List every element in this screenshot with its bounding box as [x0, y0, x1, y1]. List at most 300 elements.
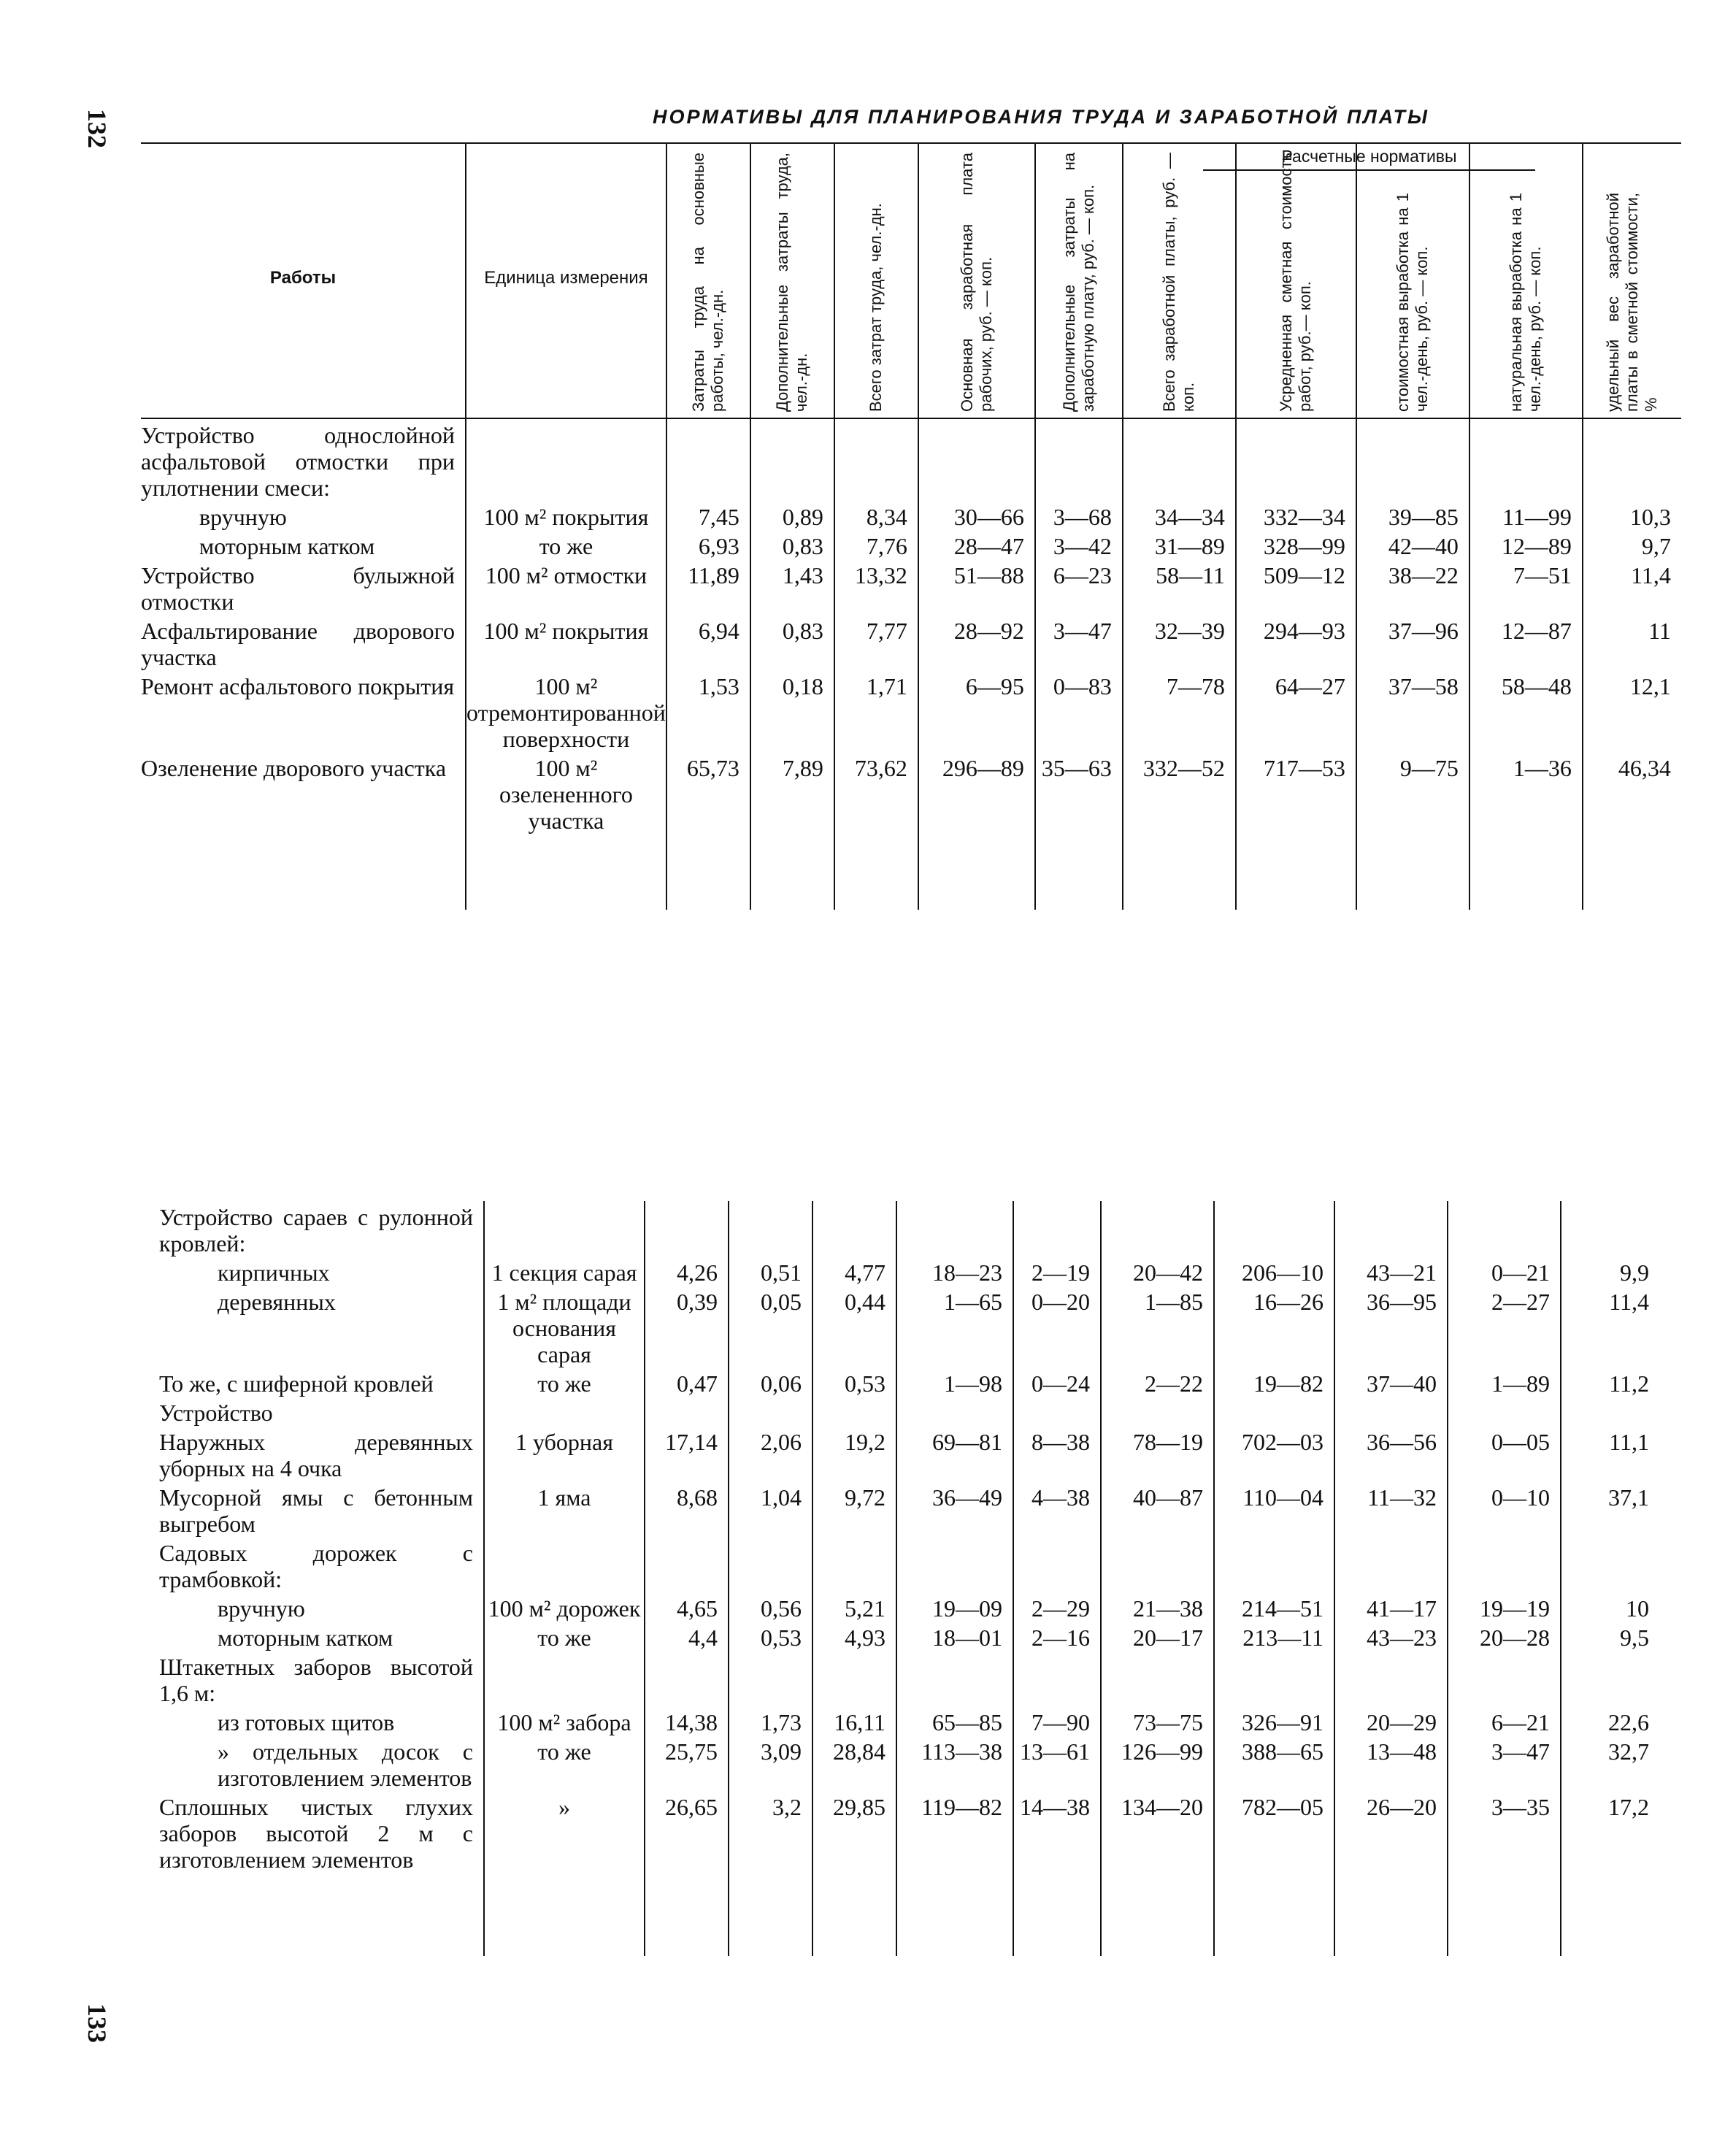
- value-cell-c1: 26,65: [645, 1791, 729, 1873]
- value-cell-c1: [645, 1537, 729, 1592]
- unit-cell: 100 м² отремонтированной поверхности: [466, 670, 666, 752]
- value-cell-c5: 7—90: [1013, 1706, 1101, 1735]
- unit-cell: [466, 418, 666, 501]
- value-cell-c5: 3—47: [1035, 615, 1123, 670]
- value-cell-c9: [1448, 1397, 1561, 1426]
- value-cell-c2: 7,89: [750, 752, 834, 834]
- work-cell: Озеленение дворового участка: [141, 755, 447, 781]
- value-cell-c3: 19,2: [812, 1426, 896, 1481]
- value-cell-c6: 21—38: [1101, 1592, 1214, 1622]
- value-cell-c2: [729, 1201, 812, 1257]
- value-cell-c9: 20—28: [1448, 1622, 1561, 1651]
- value-cell-c10: 11: [1583, 615, 1681, 670]
- value-cell-c7: 388—65: [1214, 1735, 1334, 1791]
- value-cell-c1: 0,47: [645, 1367, 729, 1397]
- value-cell-c3: [834, 418, 918, 501]
- table-row: [159, 1286, 1659, 1367]
- filler-cell: [812, 1873, 896, 1956]
- filler-cell: [1013, 1873, 1101, 1956]
- table-row: [159, 1791, 1659, 1873]
- value-cell-c5: [1013, 1537, 1101, 1592]
- filler-cell: [1101, 1873, 1214, 1956]
- value-cell-c3: 0,44: [812, 1286, 896, 1367]
- value-cell-c9: 3—47: [1448, 1735, 1561, 1791]
- value-cell-c1: 4,4: [645, 1622, 729, 1651]
- value-cell-c4: 69—81: [896, 1426, 1013, 1481]
- value-cell-c3: 28,84: [812, 1735, 896, 1791]
- header-c6: Всего заработной платы, руб. — коп.: [1123, 143, 1236, 418]
- value-cell-c9: 0—10: [1448, 1481, 1561, 1537]
- value-cell-c4: 6—95: [918, 670, 1035, 752]
- value-cell-c7: 19—82: [1214, 1367, 1334, 1397]
- value-cell-c9: [1448, 1651, 1561, 1706]
- value-cell-c9: [1448, 1537, 1561, 1592]
- filler-cell: [1035, 834, 1123, 910]
- value-cell-c3: 9,72: [812, 1481, 896, 1537]
- work-cell: моторным катком: [199, 533, 375, 559]
- work-cell: То же, с шиферной кровлей: [159, 1370, 434, 1397]
- page-number-bottom: 133: [82, 2003, 112, 2043]
- work-cell: из готовых щитов: [218, 1709, 395, 1735]
- value-cell-c4: 1—65: [896, 1286, 1013, 1367]
- value-cell-c6: 73—75: [1101, 1706, 1214, 1735]
- value-cell-c6: [1101, 1397, 1214, 1426]
- value-cell-c7: 16—26: [1214, 1286, 1334, 1367]
- filler-cell: [1469, 834, 1583, 910]
- value-cell-c5: 13—61: [1013, 1735, 1101, 1791]
- value-cell-c6: 1—85: [1101, 1286, 1214, 1367]
- value-cell-c9: 12—89: [1469, 530, 1583, 559]
- value-cell-c4: 28—92: [918, 615, 1035, 670]
- header-works: Работы: [141, 143, 466, 418]
- value-cell-c1: 4,65: [645, 1592, 729, 1622]
- value-cell-c1: [645, 1651, 729, 1706]
- value-cell-c2: 3,2: [729, 1791, 812, 1873]
- value-cell-c4: 296—89: [918, 752, 1035, 834]
- value-cell-c2: [750, 418, 834, 501]
- value-cell-c10: [1561, 1397, 1659, 1426]
- value-cell-c2: 0,51: [729, 1257, 812, 1286]
- value-cell-c8: 11—32: [1334, 1481, 1448, 1537]
- running-head: НОРМАТИВЫ ДЛЯ ПЛАНИРОВАНИЯ ТРУДА И ЗАРАБОТНОЙ ПЛАТЫ: [652, 106, 1430, 128]
- value-cell-c2: 1,73: [729, 1706, 812, 1735]
- value-cell-c1: 6,94: [666, 615, 750, 670]
- unit-cell: [484, 1537, 645, 1592]
- value-cell-c7: 213—11: [1214, 1622, 1334, 1651]
- value-cell-c6: 31—89: [1123, 530, 1236, 559]
- unit-cell: [484, 1651, 645, 1706]
- table-row: [141, 615, 1681, 670]
- value-cell-c2: 0,18: [750, 670, 834, 752]
- filler-cell: [729, 1873, 812, 1956]
- unit-cell: »: [484, 1791, 645, 1873]
- value-cell-c5: 3—42: [1035, 530, 1123, 559]
- value-cell-c1: 6,93: [666, 530, 750, 559]
- value-cell-c10: 11,2: [1561, 1367, 1659, 1397]
- value-cell-c1: 1,53: [666, 670, 750, 752]
- filler-cell: [1356, 834, 1469, 910]
- value-cell-c2: [729, 1397, 812, 1426]
- filler-cell: [1236, 834, 1356, 910]
- value-cell-c7: 717—53: [1236, 752, 1356, 834]
- header-c9: натуральная выработка на 1 чел.-день, руб. — коп.: [1469, 143, 1583, 418]
- value-cell-c10: [1561, 1201, 1659, 1257]
- value-cell-c9: [1469, 418, 1583, 501]
- value-cell-c2: 2,06: [729, 1426, 812, 1481]
- value-cell-c5: 6—23: [1035, 559, 1123, 615]
- value-cell-c6: 78—19: [1101, 1426, 1214, 1481]
- value-cell-c2: 0,83: [750, 530, 834, 559]
- table-row: [159, 1397, 1659, 1426]
- value-cell-c4: 28—47: [918, 530, 1035, 559]
- table-filler-row: [141, 834, 1681, 910]
- unit-cell: 100 м² забора: [484, 1706, 645, 1735]
- value-cell-c2: 0,05: [729, 1286, 812, 1367]
- value-cell-c4: 36—49: [896, 1481, 1013, 1537]
- work-cell: » отдельных досок с изготовлением элементов: [218, 1738, 473, 1791]
- filler-cell: [1561, 1873, 1659, 1956]
- value-cell-c5: 0—20: [1013, 1286, 1101, 1367]
- work-cell: моторным катком: [218, 1624, 393, 1651]
- work-cell: Устройство сараев с рулонной кровлей:: [159, 1204, 473, 1257]
- value-cell-c8: 43—23: [1334, 1622, 1448, 1651]
- value-cell-c7: [1236, 418, 1356, 501]
- value-cell-c3: 5,21: [812, 1592, 896, 1622]
- value-cell-c10: 9,7: [1583, 530, 1681, 559]
- value-cell-c4: 113—38: [896, 1735, 1013, 1791]
- value-cell-c3: 0,53: [812, 1367, 896, 1397]
- value-cell-c5: 0—24: [1013, 1367, 1101, 1397]
- table-filler-row: [159, 1873, 1659, 1956]
- value-cell-c8: 36—56: [1334, 1426, 1448, 1481]
- table-row: [141, 501, 1681, 530]
- value-cell-c1: 4,26: [645, 1257, 729, 1286]
- value-cell-c3: 1,71: [834, 670, 918, 752]
- value-cell-c1: 65,73: [666, 752, 750, 834]
- value-cell-c5: 2—16: [1013, 1622, 1101, 1651]
- value-cell-c7: [1214, 1651, 1334, 1706]
- filler-cell: [1448, 1873, 1561, 1956]
- value-cell-c8: 26—20: [1334, 1791, 1448, 1873]
- value-cell-c8: 9—75: [1356, 752, 1469, 834]
- page-number-top: 132: [82, 109, 112, 148]
- unit-cell: [484, 1397, 645, 1426]
- value-cell-c8: [1334, 1201, 1448, 1257]
- value-cell-c9: 0—05: [1448, 1426, 1561, 1481]
- value-cell-c4: 1—98: [896, 1367, 1013, 1397]
- value-cell-c7: 702—03: [1214, 1426, 1334, 1481]
- work-cell: Устройство однослойной асфальтовой отмостки при уплотнении смеси:: [141, 422, 455, 501]
- value-cell-c5: 2—19: [1013, 1257, 1101, 1286]
- table-row: [159, 1706, 1659, 1735]
- value-cell-c2: [729, 1651, 812, 1706]
- value-cell-c7: [1214, 1201, 1334, 1257]
- header-c7: Усредненная сметная стоимость работ, руб.— коп.: [1236, 143, 1356, 418]
- table-row: [141, 530, 1681, 559]
- filler-cell: [1214, 1873, 1334, 1956]
- filler-cell: [834, 834, 918, 910]
- table-row: [159, 1201, 1659, 1257]
- work-cell: вручную: [218, 1595, 305, 1622]
- value-cell-c4: 119—82: [896, 1791, 1013, 1873]
- value-cell-c7: [1214, 1397, 1334, 1426]
- work-cell: Асфальтирование дворового участка: [141, 618, 455, 670]
- value-cell-c5: 8—38: [1013, 1426, 1101, 1481]
- value-cell-c7: 782—05: [1214, 1791, 1334, 1873]
- filler-cell: [1334, 1873, 1448, 1956]
- value-cell-c6: 20—42: [1101, 1257, 1214, 1286]
- value-cell-c9: 19—19: [1448, 1592, 1561, 1622]
- unit-cell: 1 секция сарая: [484, 1257, 645, 1286]
- value-cell-c7: 332—34: [1236, 501, 1356, 530]
- value-cell-c10: [1561, 1651, 1659, 1706]
- value-cell-c5: [1013, 1651, 1101, 1706]
- value-cell-c8: 37—96: [1356, 615, 1469, 670]
- value-cell-c2: 3,09: [729, 1735, 812, 1791]
- value-cell-c3: 8,34: [834, 501, 918, 530]
- table-row: [141, 418, 1681, 501]
- value-cell-c1: [645, 1397, 729, 1426]
- work-cell: Устройство булыжной отмостки: [141, 562, 455, 615]
- unit-cell: 100 м² отмостки: [466, 559, 666, 615]
- value-cell-c6: 20—17: [1101, 1622, 1214, 1651]
- value-cell-c6: 134—20: [1101, 1791, 1214, 1873]
- value-cell-c6: 58—11: [1123, 559, 1236, 615]
- value-cell-c10: 11,4: [1561, 1286, 1659, 1367]
- value-cell-c5: [1013, 1201, 1101, 1257]
- filler-cell: [141, 834, 466, 910]
- value-cell-c1: [645, 1201, 729, 1257]
- value-cell-c9: 12—87: [1469, 615, 1583, 670]
- value-cell-c4: 65—85: [896, 1706, 1013, 1735]
- table-row: [159, 1537, 1659, 1592]
- table-row: [159, 1651, 1659, 1706]
- value-cell-c7: 110—04: [1214, 1481, 1334, 1537]
- value-cell-c8: [1334, 1651, 1448, 1706]
- value-cell-c2: [729, 1537, 812, 1592]
- filler-cell: [645, 1873, 729, 1956]
- value-cell-c7: 328—99: [1236, 530, 1356, 559]
- filler-cell: [1583, 834, 1681, 910]
- value-cell-c3: [812, 1537, 896, 1592]
- value-cell-c2: 1,04: [729, 1481, 812, 1537]
- value-cell-c9: 0—21: [1448, 1257, 1561, 1286]
- value-cell-c3: [812, 1201, 896, 1257]
- value-cell-c4: [896, 1537, 1013, 1592]
- work-cell: Ремонт асфальтового покрытия: [141, 673, 455, 699]
- value-cell-c3: 7,77: [834, 615, 918, 670]
- work-cell: Садовых дорожек с трамбовкой:: [159, 1540, 473, 1592]
- table-row: [159, 1735, 1659, 1791]
- table-row: [159, 1481, 1659, 1537]
- value-cell-c9: 6—21: [1448, 1706, 1561, 1735]
- table-row: [159, 1367, 1659, 1397]
- value-cell-c3: [812, 1651, 896, 1706]
- filler-cell: [896, 1873, 1013, 1956]
- value-cell-c6: [1123, 418, 1236, 501]
- value-cell-c8: 38—22: [1356, 559, 1469, 615]
- value-cell-c10: 9,5: [1561, 1622, 1659, 1651]
- value-cell-c9: 1—89: [1448, 1367, 1561, 1397]
- norms-table-lower: [159, 1201, 1659, 1956]
- value-cell-c9: [1448, 1201, 1561, 1257]
- table-row: [141, 670, 1681, 752]
- value-cell-c6: 32—39: [1123, 615, 1236, 670]
- value-cell-c5: 0—83: [1035, 670, 1123, 752]
- filler-cell: [918, 834, 1035, 910]
- table-row: [159, 1426, 1659, 1481]
- filler-cell: [750, 834, 834, 910]
- value-cell-c3: 73,62: [834, 752, 918, 834]
- value-cell-c9: 1—36: [1469, 752, 1583, 834]
- value-cell-c1: [666, 418, 750, 501]
- value-cell-c3: 13,32: [834, 559, 918, 615]
- work-cell: кирпичных: [218, 1259, 330, 1286]
- header-c4: Основная заработная плата рабочих, руб. — коп.: [918, 143, 1035, 418]
- table-row: [159, 1622, 1659, 1651]
- header-c2: Дополнительные затраты труда, чел.-дн.: [750, 143, 834, 418]
- value-cell-c6: 332—52: [1123, 752, 1236, 834]
- value-cell-c8: 13—48: [1334, 1735, 1448, 1791]
- value-cell-c3: 4,93: [812, 1622, 896, 1651]
- filler-cell: [1123, 834, 1236, 910]
- value-cell-c2: 0,06: [729, 1367, 812, 1397]
- value-cell-c1: 11,89: [666, 559, 750, 615]
- value-cell-c3: 4,77: [812, 1257, 896, 1286]
- value-cell-c2: 0,83: [750, 615, 834, 670]
- unit-cell: 1 м² площади основания сарая: [484, 1286, 645, 1367]
- unit-cell: [484, 1201, 645, 1257]
- unit-cell: 1 уборная: [484, 1426, 645, 1481]
- value-cell-c2: 0,53: [729, 1622, 812, 1651]
- value-cell-c10: 37,1: [1561, 1481, 1659, 1537]
- value-cell-c1: 8,68: [645, 1481, 729, 1537]
- value-cell-c10: 9,9: [1561, 1257, 1659, 1286]
- value-cell-c4: [896, 1397, 1013, 1426]
- value-cell-c9: 58—48: [1469, 670, 1583, 752]
- unit-cell: 100 м² покрытия: [466, 615, 666, 670]
- value-cell-c3: [812, 1397, 896, 1426]
- value-cell-c10: 12,1: [1583, 670, 1681, 752]
- value-cell-c4: 19—09: [896, 1592, 1013, 1622]
- filler-cell: [159, 1873, 484, 1956]
- norms-table-upper: [141, 142, 1681, 910]
- value-cell-c2: 0,89: [750, 501, 834, 530]
- value-cell-c8: 39—85: [1356, 501, 1469, 530]
- value-cell-c7: 294—93: [1236, 615, 1356, 670]
- value-cell-c8: 36—95: [1334, 1286, 1448, 1367]
- value-cell-c10: 17,2: [1561, 1791, 1659, 1873]
- value-cell-c5: 3—68: [1035, 501, 1123, 530]
- value-cell-c8: 41—17: [1334, 1592, 1448, 1622]
- unit-cell: то же: [484, 1367, 645, 1397]
- table-row: [141, 559, 1681, 615]
- value-cell-c3: 7,76: [834, 530, 918, 559]
- value-cell-c7: 509—12: [1236, 559, 1356, 615]
- value-cell-c10: 10: [1561, 1592, 1659, 1622]
- value-cell-c10: [1583, 418, 1681, 501]
- value-cell-c8: [1334, 1397, 1448, 1426]
- value-cell-c4: 51—88: [918, 559, 1035, 615]
- table-row: [159, 1257, 1659, 1286]
- value-cell-c1: 14,38: [645, 1706, 729, 1735]
- value-cell-c5: [1035, 418, 1123, 501]
- unit-cell: то же: [466, 530, 666, 559]
- value-cell-c5: 14—38: [1013, 1791, 1101, 1873]
- header-c1: Затраты труда на основные работы, чел.-дн.: [666, 143, 750, 418]
- value-cell-c1: 25,75: [645, 1735, 729, 1791]
- unit-cell: 100 м² дорожек: [484, 1592, 645, 1622]
- work-cell: Устройство: [159, 1400, 273, 1426]
- value-cell-c8: [1334, 1537, 1448, 1592]
- value-cell-c2: 0,56: [729, 1592, 812, 1622]
- value-cell-c8: [1356, 418, 1469, 501]
- value-cell-c9: 7—51: [1469, 559, 1583, 615]
- work-cell: Штакетных заборов высотой 1,6 м:: [159, 1654, 473, 1706]
- unit-cell: то же: [484, 1735, 645, 1791]
- value-cell-c3: 29,85: [812, 1791, 896, 1873]
- value-cell-c2: 1,43: [750, 559, 834, 615]
- value-cell-c10: [1561, 1537, 1659, 1592]
- work-cell: Наружных деревянных уборных на 4 очка: [159, 1429, 473, 1481]
- value-cell-c10: 11,4: [1583, 559, 1681, 615]
- value-cell-c4: [896, 1201, 1013, 1257]
- header-c8: стоимостная выработка на 1 чел.-день, руб. — коп.: [1356, 143, 1469, 418]
- value-cell-c4: 30—66: [918, 501, 1035, 530]
- value-cell-c6: 7—78: [1123, 670, 1236, 752]
- value-cell-c6: [1101, 1201, 1214, 1257]
- work-cell: Сплошных чистых глухих заборов высотой 2 м с изготовлением элементов: [159, 1794, 473, 1873]
- value-cell-c5: 2—29: [1013, 1592, 1101, 1622]
- filler-cell: [666, 834, 750, 910]
- filler-cell: [466, 834, 666, 910]
- value-cell-c8: 42—40: [1356, 530, 1469, 559]
- work-cell: деревянных: [218, 1289, 336, 1315]
- value-cell-c9: 2—27: [1448, 1286, 1561, 1367]
- header-c5: Дополнительные затраты на заработную плату, руб. — коп.: [1035, 143, 1123, 418]
- value-cell-c4: [896, 1651, 1013, 1706]
- value-cell-c4: 18—01: [896, 1622, 1013, 1651]
- value-cell-c5: 35—63: [1035, 752, 1123, 834]
- value-cell-c6: [1101, 1651, 1214, 1706]
- unit-cell: то же: [484, 1622, 645, 1651]
- value-cell-c7: 206—10: [1214, 1257, 1334, 1286]
- work-cell: Мусорной ямы с бетонным выгребом: [159, 1484, 473, 1537]
- value-cell-c8: 37—40: [1334, 1367, 1448, 1397]
- value-cell-c6: [1101, 1537, 1214, 1592]
- unit-cell: 100 м² озелененного участка: [466, 752, 666, 834]
- table-row: [159, 1592, 1659, 1622]
- value-cell-c7: 214—51: [1214, 1592, 1334, 1622]
- value-cell-c6: 34—34: [1123, 501, 1236, 530]
- value-cell-c8: 43—21: [1334, 1257, 1448, 1286]
- value-cell-c10: 46,34: [1583, 752, 1681, 834]
- value-cell-c6: 40—87: [1101, 1481, 1214, 1537]
- work-cell: вручную: [199, 504, 287, 530]
- value-cell-c3: 16,11: [812, 1706, 896, 1735]
- value-cell-c6: 126—99: [1101, 1735, 1214, 1791]
- header-group-norms: Расчетные нормативы: [1203, 147, 1535, 171]
- value-cell-c1: 0,39: [645, 1286, 729, 1367]
- filler-cell: [484, 1873, 645, 1956]
- value-cell-c10: 11,1: [1561, 1426, 1659, 1481]
- header-c10: удельный вес заработной платы в сметной стоимости, %: [1583, 143, 1681, 418]
- value-cell-c8: 20—29: [1334, 1706, 1448, 1735]
- value-cell-c7: 64—27: [1236, 670, 1356, 752]
- value-cell-c5: [1013, 1397, 1101, 1426]
- value-cell-c9: 3—35: [1448, 1791, 1561, 1873]
- value-cell-c10: 22,6: [1561, 1706, 1659, 1735]
